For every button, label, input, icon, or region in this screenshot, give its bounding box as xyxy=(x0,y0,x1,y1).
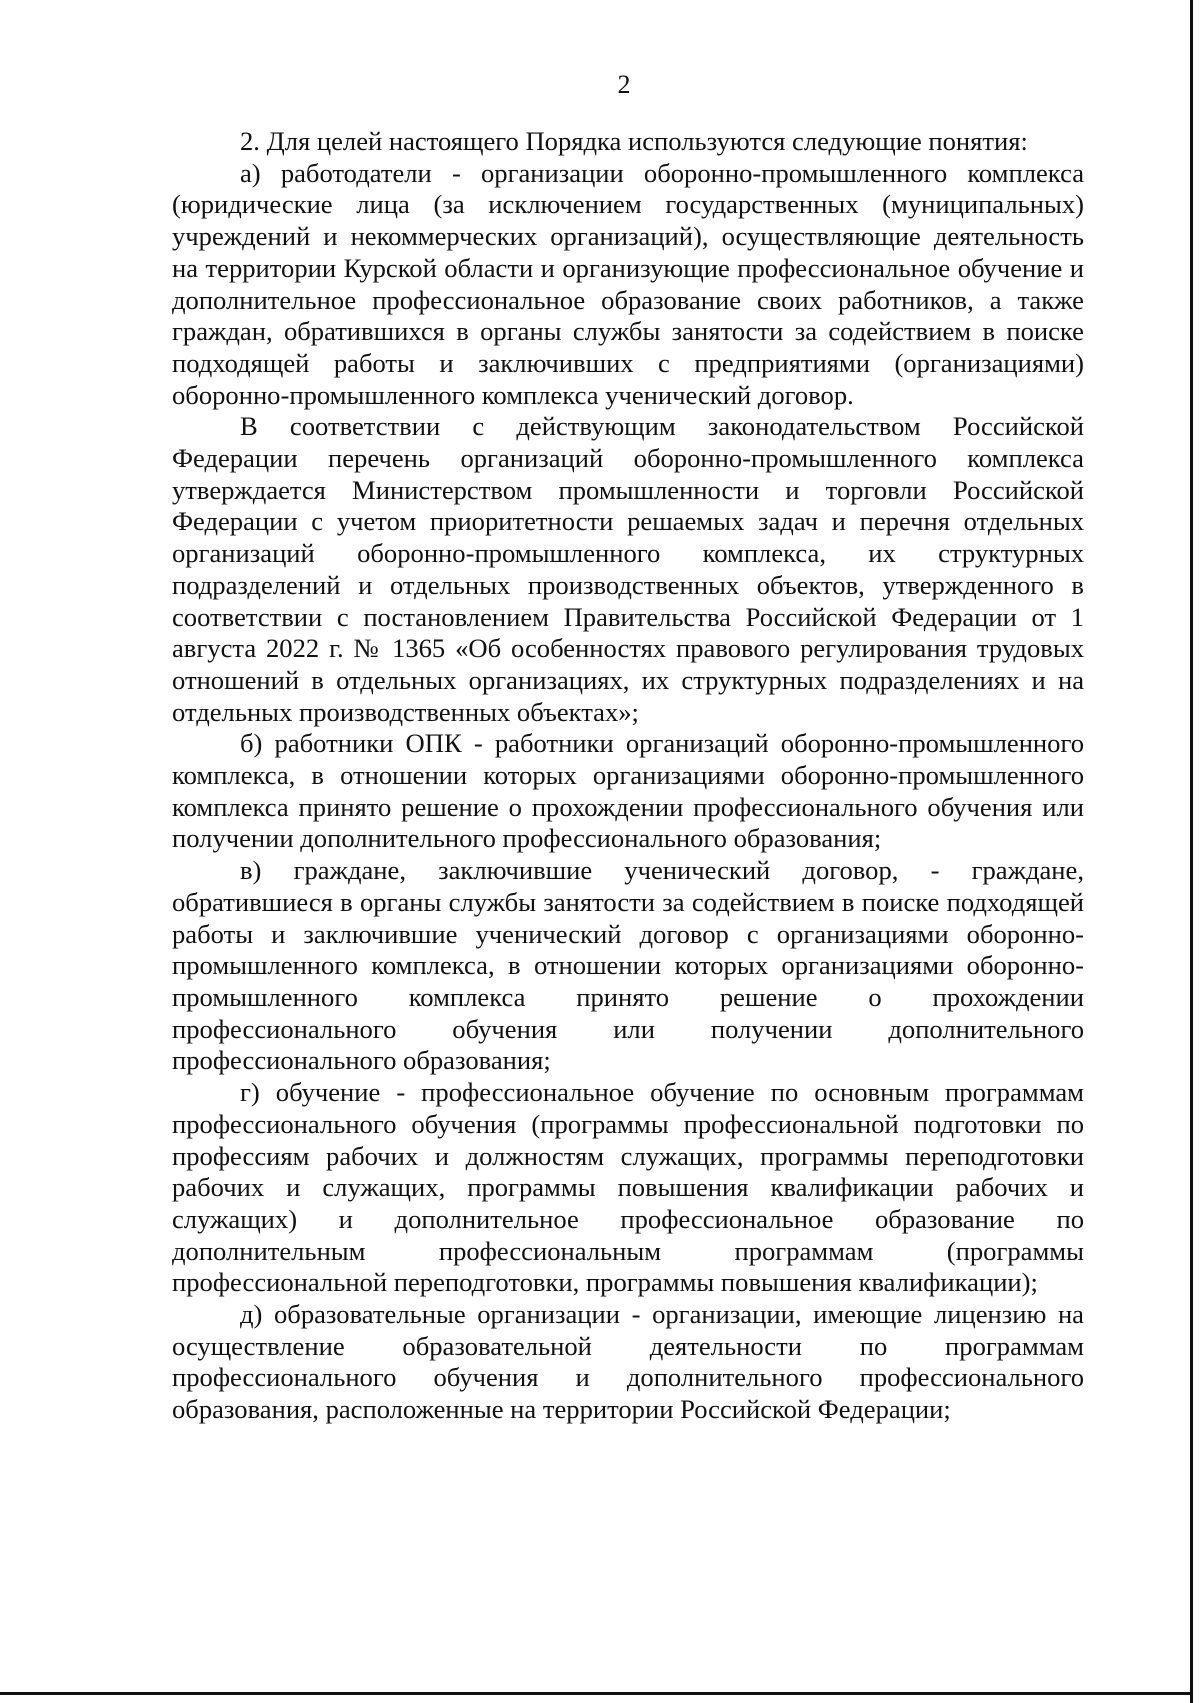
scan-edge-right xyxy=(1190,0,1193,1703)
paragraph-training: г) обучение - профессиональное обучение по основным программам профессионального обучения (программы профессиональной подготовки по профессиям рабочих и должностям служащих, программы переподготовки рабочих и служащих, программы повышения квалификации рабочих и служащих) и дополнительное профессиональное образование по дополнительным профессиональным программам (программы профессиональной переподготовки, программы повышения квалификации); xyxy=(172,1077,1084,1298)
paragraph-educational-orgs: д) образовательные организации - организации, имеющие лицензию на осуществление образовательной деятельности по программам профессионального обучения и дополнительного профессионального образования, расположенные на территории Российской Федерации; xyxy=(172,1299,1084,1425)
paragraph-opk-workers: б) работники ОПК - работники организаций оборонно-промышленного комплекса, в отношении которых организациями оборонно-промышленного комплекса принято решение о прохождении профессионального обучения или получении дополнительного профессионального образования; xyxy=(172,728,1084,854)
paragraph-citizens: в) граждане, заключившие ученический договор, - граждане, обратившиеся в органы службы занятости за содействием в поиске подходящей работы и заключившие ученический договор с организациями оборонно-промышленного комплекса, в отношении которых организациями оборонно-промышленного комплекса принято решение о прохождении профессионального обучения или получении дополнительного профессионального образования; xyxy=(172,855,1084,1076)
page-number: 2 xyxy=(617,70,631,99)
paragraph-employers: а) работодатели - организации оборонно-промышленного комплекса (юридические лица (за исключением государственных (муниципальных) учреждений и некоммерческих организаций), осуществляющие деятельность на территории Курской области и организующие профессиональное обучение и дополнительное профессиональное образование своих работников, а также граждан, обратившихся в органы службы занятости за содействием в поиске подходящей работы и заключивших с предприятиями (организациями) оборонно-промышленного комплекса ученический договор. xyxy=(172,157,1084,410)
paragraph-item-2: 2. Для целей настоящего Порядка используются следующие понятия: xyxy=(240,126,1028,156)
scan-edge-bottom xyxy=(0,1692,1192,1695)
paragraph-legislation: В соответствии с действующим законодательством Российской Федерации перечень организаций оборонно-промышленного комплекса утверждается Министерством промышленности и торговли Российской Федерации с учетом приоритетности решаемых задач и перечня отдельных организаций оборонно-промышленного комплекса, их структурных подразделений и отдельных производственных объектов, утвержденного в соответствии с постановлением Правительства Российской Федерации от 1 августа 2022 г. № 1365 «Об особенностях правового регулирования трудовых отношений в отдельных организациях, их структурных подразделениях и на отдельных производственных объектах»; xyxy=(172,411,1084,727)
document-body xyxy=(172,126,1084,1426)
